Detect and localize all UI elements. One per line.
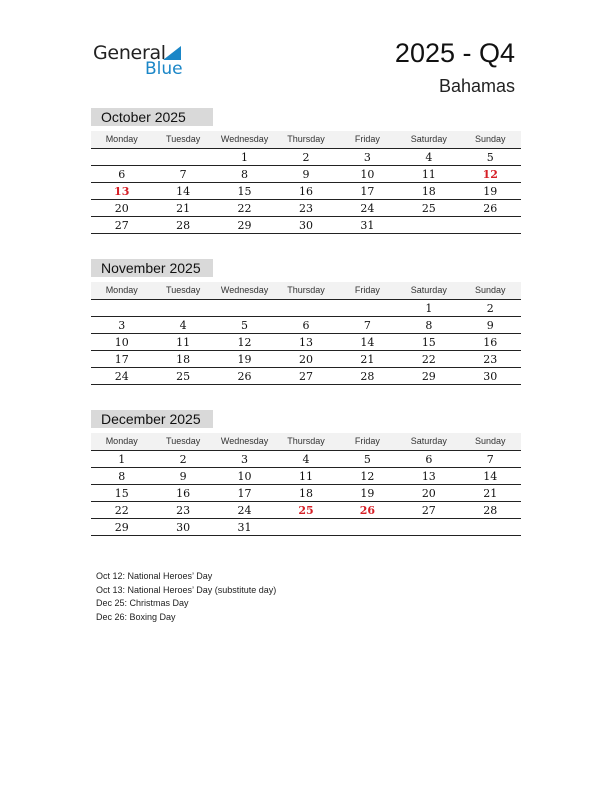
day-cell: 20 [298,353,313,366]
day-cell: 17 [237,487,252,500]
day-cell: 24 [360,202,375,215]
page-title: 2025 - Q4 [394,38,515,68]
week-row [91,166,521,183]
day-cell: 8 [241,168,249,181]
day-cell: 15 [114,487,129,500]
weekday-label: Thursday [287,285,325,295]
holiday-note: Oct 13: National Heroes’ Day (substitute day) [96,584,277,595]
holiday-notes [96,570,276,624]
weekday-label: Friday [354,134,380,144]
day-cell: 6 [425,453,433,466]
logo-triangle-icon [163,46,181,60]
weekday-label: Saturday [410,436,447,446]
day-cell: 14 [483,470,498,483]
day-cell: 9 [302,168,310,181]
day-cell: 15 [421,336,436,349]
day-cell: 5 [241,319,249,332]
day-cell: 11 [421,168,436,181]
day-cell: 13 [298,336,313,349]
day-cell: 1 [118,453,126,466]
weekday-label: Thursday [287,134,325,144]
day-cell: 18 [298,487,313,500]
day-cell: 2 [302,151,310,164]
day-cell: 20 [114,202,129,215]
day-cell: 27 [421,504,436,517]
day-cell: 29 [237,219,252,232]
weekday-header-row [91,282,521,300]
week-row [91,519,521,536]
day-cell: 2 [179,453,187,466]
day-cell: 28 [360,370,375,383]
weekday-header-row [91,131,521,149]
week-row [91,451,521,468]
day-cell: 23 [298,202,313,215]
holiday-date: 13 [114,185,130,198]
day-cell [275,519,336,535]
day-cell: 15 [237,185,252,198]
day-cell: 2 [486,302,494,315]
day-cell: 23 [483,353,498,366]
day-cell: 26 [237,370,252,383]
day-cell: 25 [421,202,436,215]
day-cell: 16 [298,185,313,198]
day-cell: 11 [176,336,191,349]
day-cell: 27 [114,219,129,232]
day-cell: 21 [483,487,498,500]
day-cell: 29 [114,521,129,534]
day-cell: 6 [302,319,310,332]
month-header: October 2025 [91,108,213,126]
logo-blue-text: Blue [145,59,183,79]
day-cell: 22 [237,202,252,215]
weekday-header-row [91,433,521,451]
day-cell: 10 [114,336,129,349]
day-cell [275,300,336,316]
weekday-label: Wednesday [220,436,269,446]
day-cell: 30 [483,370,498,383]
day-cell: 21 [176,202,191,215]
week-row [91,317,521,334]
day-cell: 3 [118,319,126,332]
week-row [91,351,521,368]
weekday-label: Sunday [474,134,506,144]
week-row [91,183,521,200]
day-cell: 7 [179,168,187,181]
week-row [91,502,521,519]
day-cell: 10 [360,168,375,181]
month-calendar [91,410,521,536]
generalblue-logo [93,40,193,80]
weekday-label: Saturday [410,134,447,144]
day-cell: 19 [237,353,252,366]
day-cell: 1 [425,302,433,315]
day-cell: 30 [298,219,313,232]
day-cell [91,300,152,316]
day-cell: 24 [114,370,129,383]
day-cell: 12 [360,470,375,483]
day-cell [337,519,398,535]
month-calendar [91,259,521,385]
day-cell: 31 [360,219,375,232]
day-cell: 13 [421,470,436,483]
day-cell: 18 [176,353,191,366]
day-cell [460,519,521,535]
day-cell: 31 [237,521,252,534]
week-row [91,300,521,317]
day-cell: 8 [118,470,126,483]
logo-general-text: General [93,42,166,64]
day-cell: 27 [298,370,313,383]
week-row [91,217,521,234]
day-cell: 8 [425,319,433,332]
day-cell: 24 [237,504,252,517]
day-cell: 12 [237,336,252,349]
day-cell: 4 [302,453,310,466]
weekday-label: Sunday [474,436,506,446]
week-row [91,149,521,166]
day-cell [214,300,275,316]
day-cell: 10 [237,470,252,483]
day-cell: 14 [176,185,191,198]
day-cell: 17 [360,185,375,198]
day-cell [152,149,213,165]
holiday-note: Oct 12: National Heroes’ Day [96,571,213,581]
holiday-date: 12 [482,168,498,181]
week-row [91,468,521,485]
weekday-label: Wednesday [220,285,269,295]
day-cell: 28 [176,219,191,232]
week-row [91,200,521,217]
day-cell: 1 [241,151,249,164]
week-row [91,334,521,351]
weekday-label: Thursday [287,436,325,446]
weekday-label: Tuesday [166,134,201,144]
day-cell: 9 [486,319,494,332]
day-cell [91,149,152,165]
day-cell: 5 [363,453,371,466]
day-cell: 9 [179,470,187,483]
holiday-date: 26 [359,504,376,517]
weekday-label: Tuesday [166,436,201,446]
day-cell [337,300,398,316]
day-cell: 21 [360,353,375,366]
day-cell: 3 [363,151,371,164]
week-row [91,485,521,502]
day-cell: 23 [176,504,191,517]
weekday-label: Monday [105,134,138,144]
day-cell: 25 [176,370,191,383]
weekday-label: Monday [105,285,138,295]
holiday-date: 25 [298,504,314,517]
day-cell: 4 [179,319,187,332]
holiday-note: Dec 26: Boxing Day [96,611,176,622]
weekday-label: Monday [105,436,138,446]
day-cell: 20 [421,487,436,500]
day-cell: 16 [483,336,498,349]
day-cell: 18 [421,185,436,198]
day-cell: 29 [421,370,436,383]
day-cell: 22 [114,504,129,517]
day-cell: 19 [483,185,498,198]
weekday-label: Friday [354,285,380,295]
day-cell: 4 [425,151,433,164]
day-cell: 30 [176,521,191,534]
day-cell: 26 [483,202,498,215]
day-cell: 22 [421,353,436,366]
weekday-label: Tuesday [166,285,201,295]
day-cell: 17 [114,353,129,366]
month-header: November 2025 [91,259,213,277]
day-cell: 3 [241,453,249,466]
day-cell: 14 [360,336,375,349]
month-calendar [91,108,521,234]
day-cell: 7 [363,319,371,332]
day-cell: 6 [118,168,126,181]
weekday-label: Sunday [474,285,506,295]
day-cell: 16 [176,487,191,500]
day-cell [398,519,459,535]
holiday-note: Dec 25: Christmas Day [96,598,189,608]
day-cell: 5 [486,151,494,164]
weekday-label: Saturday [410,285,447,295]
weekday-label: Wednesday [220,134,269,144]
weekday-label: Friday [354,436,380,446]
month-header: December 2025 [91,410,213,428]
day-cell: 11 [298,470,313,483]
country-name: Bahamas [438,76,515,96]
day-cell: 7 [486,453,494,466]
day-cell: 28 [483,504,498,517]
day-cell: 19 [360,487,375,500]
day-cell [152,300,213,316]
day-cell [460,217,521,233]
week-row [91,368,521,385]
day-cell [398,217,459,233]
